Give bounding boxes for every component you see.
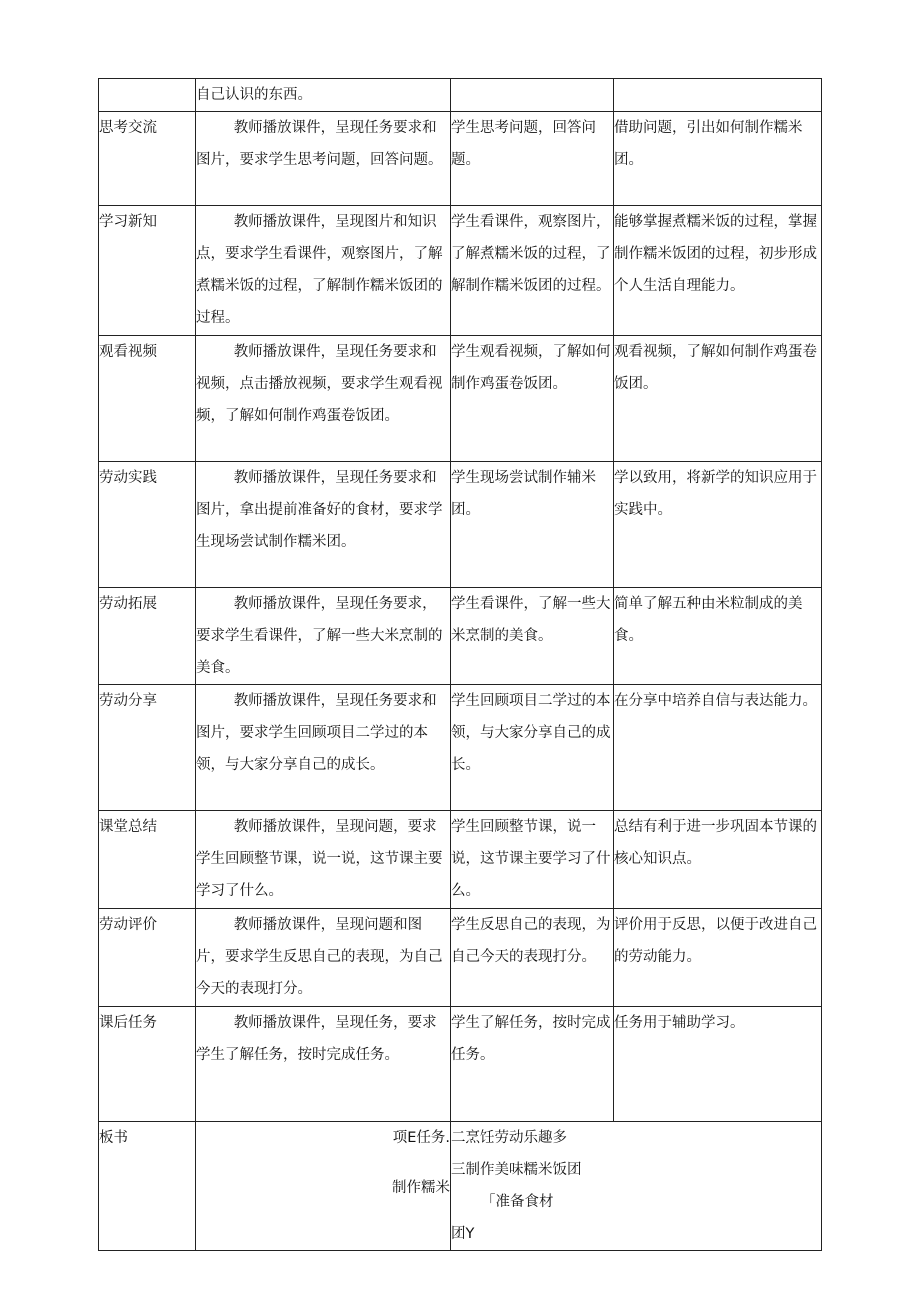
board-right-cell <box>451 1122 822 1251</box>
design-intent: 任务用于辅助学习。 <box>614 1007 822 1122</box>
table-row <box>99 79 822 112</box>
teacher-activity: 教师播放课件，呈现问题和图片，要求学生反思自己的表现，为自己今天的表现打分。 <box>196 909 451 1007</box>
teacher-activity: 教师播放课件，呈现图片和知识点，要求学生看课件，观察图片，了解煮糯米饭的过程，了解制作糯米饭团的过程。 <box>196 206 451 336</box>
stage-label: 学习新知 <box>99 206 196 336</box>
stage-label: 课堂总结 <box>99 811 196 909</box>
board-spacer <box>196 1154 450 1172</box>
teacher-activity: 教师播放课件，呈现任务要求和图片，要求学生回顾项目二学过的本领，与大家分享自己的成长。 <box>196 685 451 811</box>
design-intent <box>614 79 822 112</box>
table-row <box>99 462 822 588</box>
stage-label: 课后任务 <box>99 1007 196 1122</box>
design-intent: 评价用于反思，以便于改进自己的劳动能力。 <box>614 909 822 1007</box>
table-row <box>99 685 822 811</box>
design-intent: 在分享中培养自信与表达能力。 <box>614 685 822 811</box>
board-right-line: 二烹饪劳动乐趣多 <box>451 1130 567 1146</box>
student-activity: 学生回顾整节课，说一说，这节课主要学习了什么。 <box>451 811 614 909</box>
stage-label: 劳动实践 <box>99 462 196 588</box>
board-left-line: 制作糯米 <box>392 1180 450 1196</box>
stage-label: 劳动拓展 <box>99 588 196 685</box>
teacher-activity: 自己认识的东西。 <box>196 79 451 112</box>
design-intent: 简单了解五种由米粒制成的美食。 <box>614 588 822 685</box>
stage-label: 思考交流 <box>99 112 196 206</box>
student-activity: 学生看课件，观察图片，了解煮糯米饭的过程，了解制作糯米饭团的过程。 <box>451 206 614 336</box>
student-activity: 学生反思自己的表现，为自己今天的表现打分。 <box>451 909 614 1007</box>
stage-label: 劳动分享 <box>99 685 196 811</box>
table-row <box>99 206 822 336</box>
teacher-activity: 教师播放课件，呈现任务，要求学生了解任务，按时完成任务。 <box>196 1007 451 1122</box>
board-right-line: 团Y <box>451 1226 475 1242</box>
table-row <box>99 588 822 685</box>
student-activity: 学生看课件，了解一些大米烹制的美食。 <box>451 588 614 685</box>
table-row <box>99 811 822 909</box>
board-row <box>99 1122 822 1251</box>
student-activity: 学生回顾项目二学过的本领，与大家分享自己的成长。 <box>451 685 614 811</box>
design-intent: 借助问题，引出如何制作糯米团。 <box>614 112 822 206</box>
lesson-plan-table <box>98 78 822 1251</box>
teacher-activity: 教师播放课件，呈现任务要求和视频，点击播放视频，要求学生观看视频，了解如何制作鸡蛋卷饭团。 <box>196 336 451 462</box>
board-right-line: 「准备食材 <box>481 1194 554 1210</box>
student-activity <box>451 79 614 112</box>
design-intent: 总结有利于进一步巩固本节课的核心知识点。 <box>614 811 822 909</box>
design-intent: 能够掌握煮糯米饭的过程，掌握制作糯米饭团的过程，初步形成个人生活自理能力。 <box>614 206 822 336</box>
teacher-activity: 教师播放课件，呈现任务要求，要求学生看课件，了解一些大米烹制的美食。 <box>196 588 451 685</box>
teacher-activity: 教师播放课件，呈现任务要求和图片，拿出提前准备好的食材，要求学生现场尝试制作糯米团。 <box>196 462 451 588</box>
table-row <box>99 909 822 1007</box>
stage-label <box>99 79 196 112</box>
table-row <box>99 1007 822 1122</box>
design-intent: 观看视频，了解如何制作鸡蛋卷饭团。 <box>614 336 822 462</box>
stage-label: 观看视频 <box>99 336 196 462</box>
board-label: 板书 <box>99 1122 196 1251</box>
board-left-line: 项E任务. <box>392 1130 450 1146</box>
student-activity: 学生现场尝试制作辅米团。 <box>451 462 614 588</box>
student-activity: 学生了解任务，按时完成任务。 <box>451 1007 614 1122</box>
student-activity: 学生思考问题，回答问题。 <box>451 112 614 206</box>
stage-label: 劳动评价 <box>99 909 196 1007</box>
board-left-cell <box>196 1122 451 1251</box>
teacher-activity: 教师播放课件，呈现任务要求和图片，要求学生思考问题，回答问题。 <box>196 112 451 206</box>
student-activity: 学生观看视频，了解如何制作鸡蛋卷饭团。 <box>451 336 614 462</box>
teacher-activity: 教师播放课件，呈现问题，要求学生回顾整节课，说一说，这节课主要学习了什么。 <box>196 811 451 909</box>
design-intent: 学以致用，将新学的知识应用于实践中。 <box>614 462 822 588</box>
board-right-line: 三制作美味糯米饭团 <box>451 1162 582 1178</box>
table-row <box>99 112 822 206</box>
table-row <box>99 336 822 462</box>
